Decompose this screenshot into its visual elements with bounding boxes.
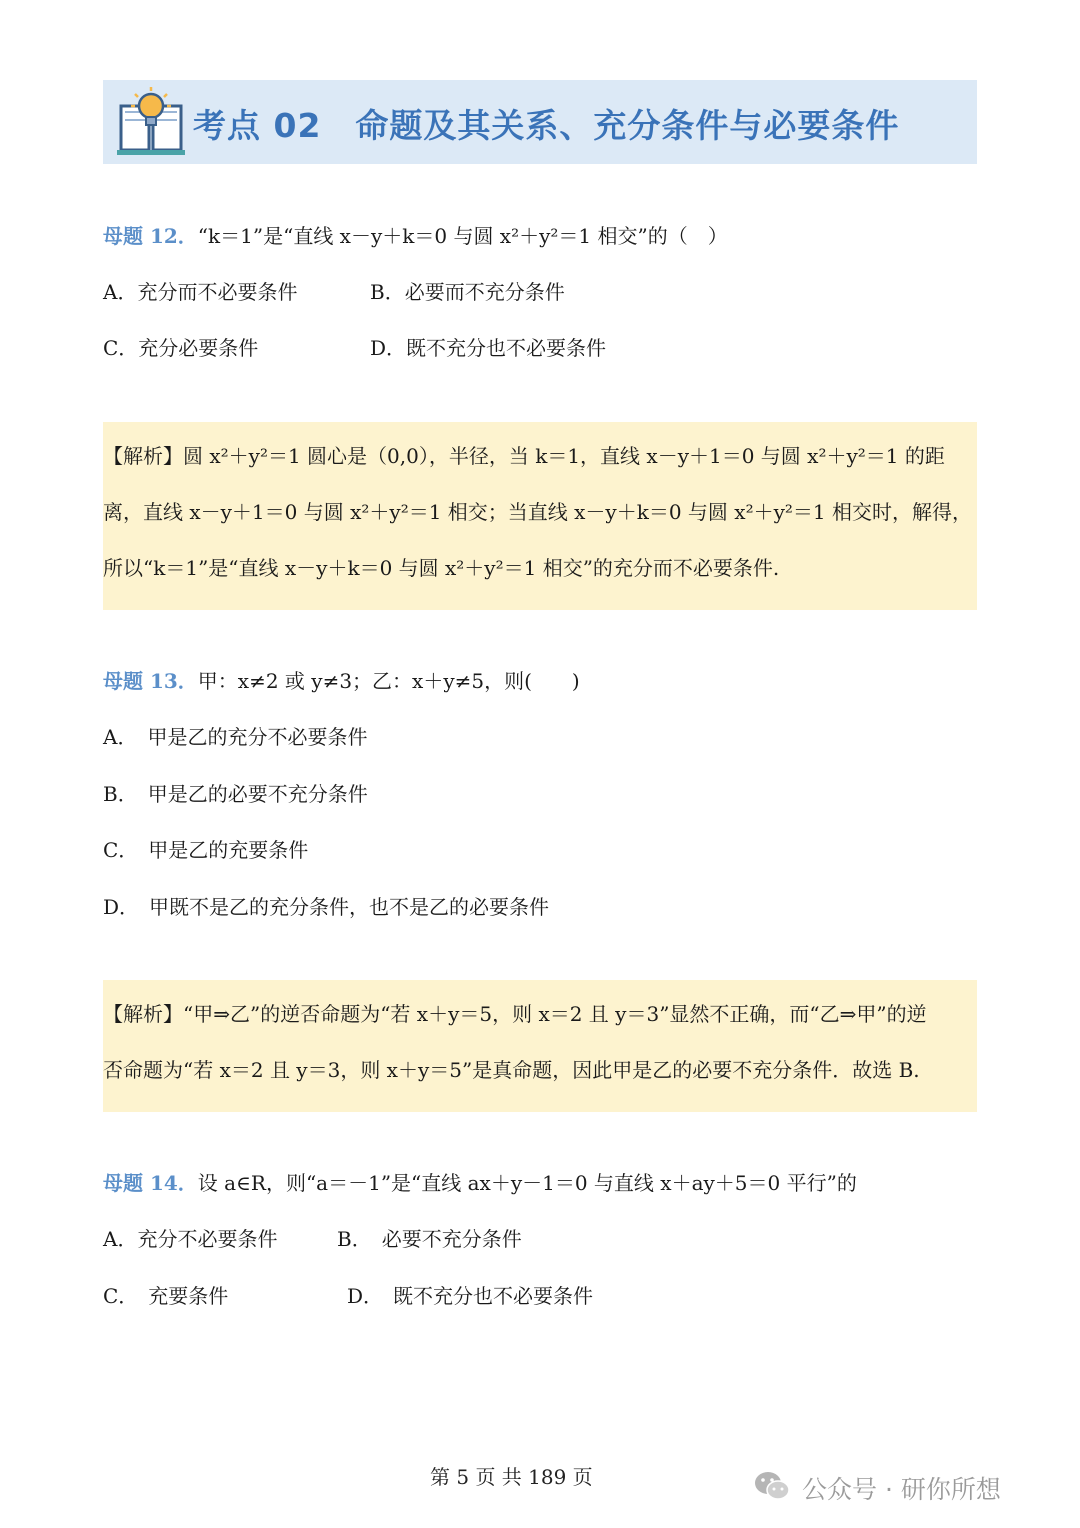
question-12-option-d: D．既不充分也不必要条件 <box>370 336 607 360</box>
question-12-analysis-line-3: 所以“k＝1”是“直线 x－y＋k＝0 与圆 x²＋y²＝1 相交”的充分而不必要条件. <box>103 556 780 580</box>
question-14-option-c: C． 充要条件 <box>103 1284 229 1308</box>
question-12-analysis <box>103 422 977 610</box>
question-13-option-b: B． 甲是乙的必要不充分条件 <box>103 782 368 806</box>
section-title: 考点 02 命题及其关系、充分条件与必要条件 <box>193 106 900 145</box>
question-14-label: 母题 14． <box>103 1171 198 1195</box>
question-13-analysis <box>103 980 977 1112</box>
section-banner <box>103 80 977 164</box>
watermark-text: 公众号 · 研你所想 <box>802 1475 1001 1504</box>
question-13-label: 母题 13． <box>103 669 198 693</box>
question-13-option-c: C． 甲是乙的充要条件 <box>103 838 309 862</box>
question-14-stem <box>103 1170 857 1196</box>
question-13-option-d: D． 甲既不是乙的充分条件，也不是乙的必要条件 <box>103 895 550 919</box>
question-12-option-b: B．必要而不充分条件 <box>370 280 565 304</box>
question-12-analysis-line-1: 【解析】圆 x²＋y²＝1 圆心是（0,0），半径，当 k＝1，直线 x－y＋1＝0 与圆 x²＋y²＝1 的距 <box>103 444 945 468</box>
question-13-stem <box>103 668 580 694</box>
question-12-stem <box>103 223 728 249</box>
book-lightbulb-icon <box>113 84 189 160</box>
question-14-option-d: D． 既不充分也不必要条件 <box>347 1284 594 1308</box>
question-12-text: “k＝1”是“直线 x－y＋k＝0 与圆 x²＋y²＝1 相交”的（ ） <box>197 224 728 248</box>
page-number: 第 5 页 共 189 页 <box>430 1465 593 1489</box>
question-14-text: 设 a∈R，则“a＝－1”是“直线 ax＋y－1＝0 与直线 x＋ay＋5＝0 平行”的 <box>197 1171 857 1195</box>
question-14-option-a: A．充分不必要条件 <box>103 1227 278 1251</box>
wechat-icon <box>752 1466 792 1506</box>
question-12-analysis-line-2: 离，直线 x－y＋1＝0 与圆 x²＋y²＝1 相交；当直线 x－y＋k＝0 与圆 x²＋y²＝1 相交时，解得， <box>103 500 972 524</box>
question-13-analysis-line-2: 否命题为“若 x＝2 且 y＝3，则 x＋y＝5”是真命题，因此甲是乙的必要不充分条件．故选 B. <box>103 1058 920 1082</box>
question-14-option-b: B． 必要不充分条件 <box>337 1227 522 1251</box>
question-12-option-c: C．充分必要条件 <box>103 336 259 360</box>
question-12-label: 母题 12． <box>103 224 198 248</box>
question-13-option-a: A． 甲是乙的充分不必要条件 <box>103 725 368 749</box>
question-12-option-a: A．充分而不必要条件 <box>103 280 298 304</box>
question-13-analysis-line-1: 【解析】“甲⇒乙”的逆否命题为“若 x＋y＝5，则 x＝2 且 y＝3”显然不正确，而“乙⇒甲”的逆 <box>103 1002 927 1026</box>
question-13-text: 甲：x≠2 或 y≠3；乙：x＋y≠5，则( ) <box>197 669 580 693</box>
